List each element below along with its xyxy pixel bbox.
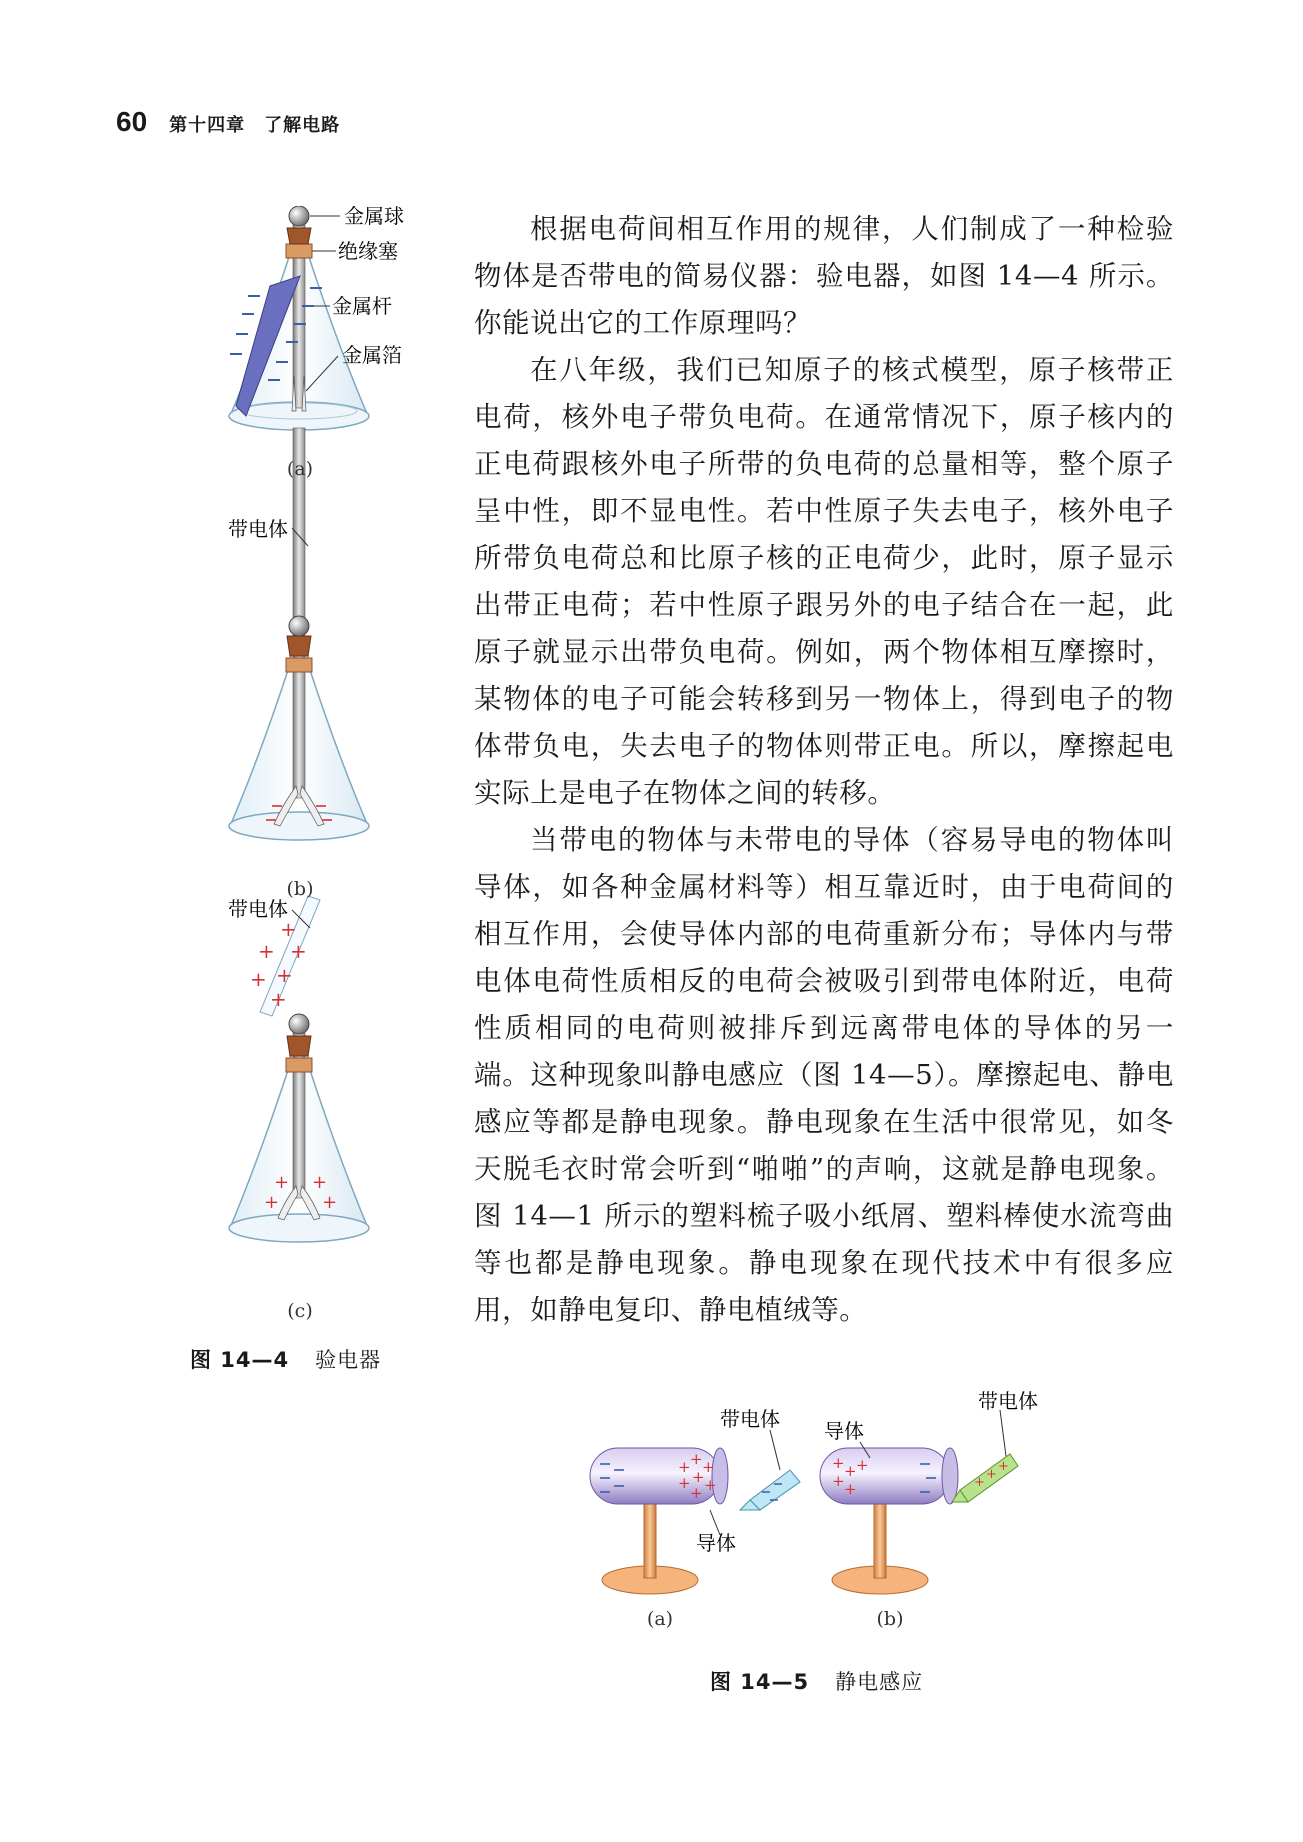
figure-14-5-title xyxy=(710,1666,1010,1696)
svg-text:+: + xyxy=(322,1192,338,1213)
caption-5a: (a) xyxy=(646,1608,674,1630)
svg-text:+: + xyxy=(264,1192,280,1213)
electroscope-illustrations xyxy=(190,206,440,1356)
figure-14-5-number: 图 14—5 xyxy=(710,1670,810,1694)
svg-text:+: + xyxy=(998,1459,1009,1474)
caption-b: (b) xyxy=(286,878,314,900)
figure-14-5 xyxy=(570,1360,1070,1700)
svg-text:+: + xyxy=(974,1475,985,1490)
svg-text:+: + xyxy=(274,1172,290,1193)
caption-a: (a) xyxy=(286,458,314,480)
svg-text:+: + xyxy=(290,939,307,963)
label-conductor-a: 导体 xyxy=(696,1531,736,1555)
svg-text:+: + xyxy=(678,1474,691,1492)
electrostatic-induction-illustrations xyxy=(570,1360,1070,1630)
svg-text:+: + xyxy=(856,1456,869,1474)
electroscope-c xyxy=(229,896,369,1242)
svg-text:+: + xyxy=(258,939,275,963)
figure-14-5-name: 静电感应 xyxy=(835,1670,924,1694)
svg-text:+: + xyxy=(690,1484,703,1502)
paragraph-1: 根据电荷间相互作用的规律，人们制成了一种检验物体是否带电的简易仪器：验电器，如图 14—4 所示。你能说出它的工作原理吗？ xyxy=(474,213,1174,339)
svg-text:+: + xyxy=(704,1476,717,1494)
svg-text:+: + xyxy=(844,1462,857,1480)
caption-c: (c) xyxy=(287,1300,313,1322)
page-header xyxy=(116,106,340,142)
label-metal-foil: 金属箔 xyxy=(342,343,402,367)
figure-14-4-title xyxy=(190,1344,450,1374)
body-text xyxy=(474,206,1174,1334)
label-conductor-b: 导体 xyxy=(824,1419,864,1443)
label-metal-rod: 金属杆 xyxy=(332,294,392,318)
svg-text:+: + xyxy=(270,987,287,1011)
svg-text:+: + xyxy=(312,1172,328,1193)
svg-text:+: + xyxy=(986,1467,997,1482)
label-charged-body-b: 带电体 xyxy=(978,1389,1038,1413)
figure-14-4 xyxy=(190,206,440,1372)
svg-text:+: + xyxy=(276,963,293,987)
svg-text:+: + xyxy=(832,1454,845,1472)
figure-14-4-number: 图 14—4 xyxy=(190,1348,290,1372)
svg-text:+: + xyxy=(844,1480,857,1498)
label-charged-body-c: 带电体 xyxy=(228,897,288,921)
svg-text:+: + xyxy=(280,917,297,941)
caption-5b: (b) xyxy=(876,1608,904,1630)
svg-text:+: + xyxy=(702,1458,715,1476)
conductor-a xyxy=(590,1430,800,1594)
svg-text:+: + xyxy=(250,967,267,991)
paragraph-2: 在八年级，我们已知原子的核式模型，原子核带正电荷，核外电子带负电荷。在通常情况下，原子核内的正电荷跟核外电子所带的负电荷的总量相等，整个原子呈中性，即不显电性。若中性原子失去电子，核外电子所带负电荷总和比原子核的正电荷少，此时，原子显示出带正电荷；若中性原子跟另外的电子结合在一起，此原子就显示出带负电荷。例如，两个物体相互摩擦时，某物体的电子可能会转移到另一物体上，得到电子的物体带负电，失去电子的物体则带正电。所以，摩擦起电实际上是电子在物体之间的转移。 xyxy=(474,354,1174,809)
label-charged-body-a: 带电体 xyxy=(720,1407,780,1431)
svg-text:+: + xyxy=(678,1458,691,1476)
label-insulating-stopper: 绝缘塞 xyxy=(338,239,398,263)
svg-text:+: + xyxy=(692,1468,705,1486)
figure-14-4-name: 验电器 xyxy=(315,1348,382,1372)
paragraph-3: 当带电的物体与未带电的导体（容易导电的物体叫导体，如各种金属材料等）相互靠近时，由于电荷间的相互作用，会使导体内部的电荷重新分布；导体内与带电体电荷性质相反的电荷会被吸引到带电体附近，电荷性质相同的电荷则被排斥到远离带电体的导体的另一端。这种现象叫静电感应（图 14—5）。摩擦起电、静电感应等都是静电现象。静电现象在生活中很常见，如冬天脱毛衣时常会听到“啪啪”的声响，这就是静电现象。图 14—1 所示的塑料梳子吸小纸屑、塑料棒使水流弯曲等也都是静电现象。静电现象在现代技术中有很多应用，如静电复印、静电植绒等。 xyxy=(474,824,1174,1326)
label-metal-ball: 金属球 xyxy=(344,206,404,228)
svg-text:+: + xyxy=(690,1450,703,1468)
page-number: 60 xyxy=(116,106,148,137)
svg-text:+: + xyxy=(832,1472,845,1490)
chapter-title: 第十四章 了解电路 xyxy=(169,115,341,136)
label-charged-body-b: 带电体 xyxy=(228,517,288,541)
